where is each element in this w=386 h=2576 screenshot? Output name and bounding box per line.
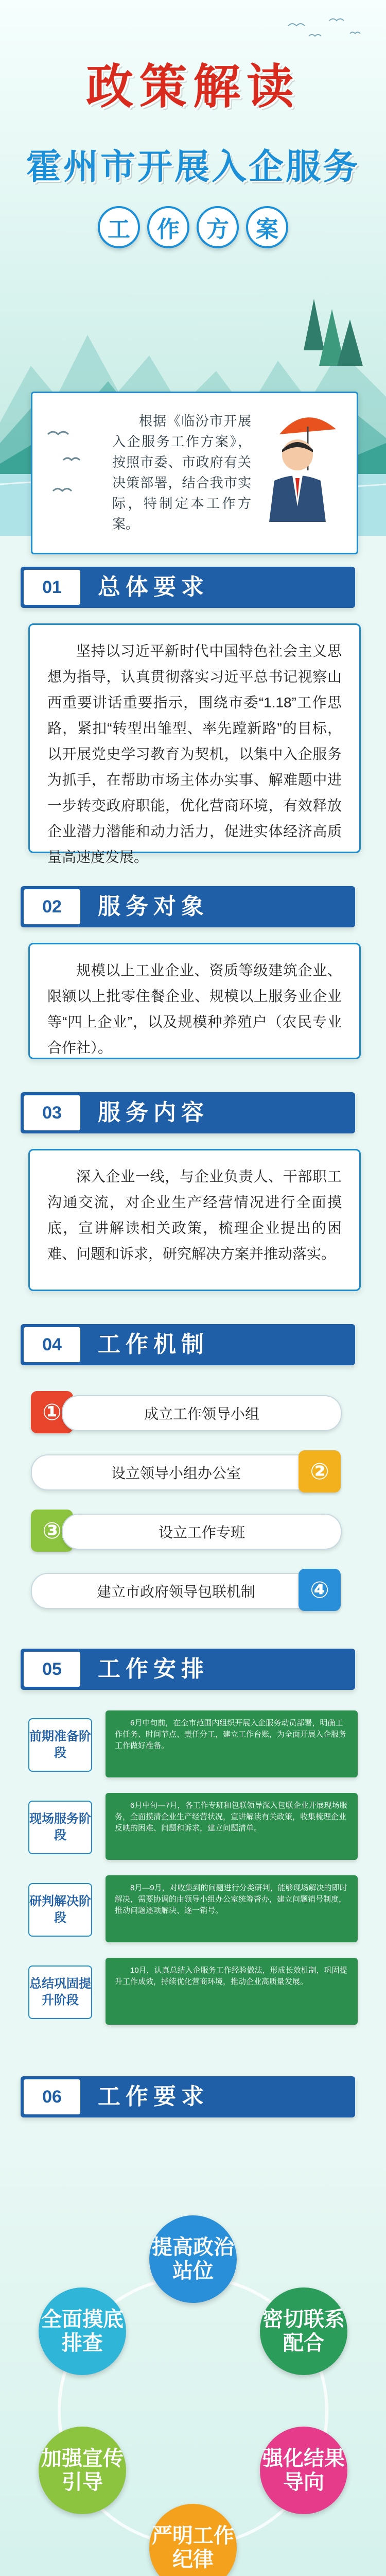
intro-text: 根据《临汾市开展入企服务工作方案》，按照市委、市政府有关决策部署，结合我市实际，特制定本工作方案。 [112, 413, 251, 532]
section-header-content [21, 1092, 355, 1133]
birds-decoration [0, 5, 386, 52]
mechanism-number: ④ [299, 1569, 341, 1611]
stage-label: 研判解决阶段 [28, 1883, 92, 1937]
stage-description-box [106, 1875, 358, 1942]
mechanism-item [31, 1391, 355, 1433]
mechanism-number: ② [299, 1450, 341, 1493]
general-requirements-card [28, 623, 361, 865]
service-objects-card [28, 943, 361, 1059]
mechanism-item [31, 1569, 355, 1611]
hero-tag: 方 [197, 206, 239, 248]
section-title: 服务内容 [98, 1100, 209, 1125]
mechanism-label: 成立工作领导小组 [62, 1395, 342, 1431]
schedule-stage [28, 1793, 358, 1860]
mechanism-number: ① [31, 1391, 73, 1433]
section-title: 总体要求 [98, 574, 209, 600]
hero-tags [98, 206, 288, 263]
section-header-schedule [21, 1649, 355, 1690]
mechanism-label: 设立工作专班 [62, 1514, 342, 1550]
mechanism-label: 建立市政府领导包联机制 [31, 1573, 321, 1609]
stage-label: 总结巩固提升阶段 [28, 1965, 92, 2019]
service-content-text: 深入企业一线，与企业负责人、干部职工沟通交流，对企业生产经营情况进行全面摸底，宣讲解读相关政策，梳理企业提出的困难、问题和诉求，研究解决方案并推动落实。 [47, 1168, 342, 1262]
hero-tag: 工 [98, 206, 140, 248]
section-header-general [21, 567, 355, 608]
section-number: 04 [24, 1327, 80, 1362]
requirement-item: 密切联系配合 [260, 2287, 347, 2375]
hero-title: 政策解读 [85, 59, 300, 114]
mechanism-number: ③ [31, 1510, 73, 1552]
requirement-item: 提高政治站位 [149, 2215, 237, 2303]
section-header-requirements [21, 2076, 355, 2117]
stage-label: 现场服务阶段 [28, 1801, 92, 1854]
section-title: 工作安排 [98, 1656, 209, 1682]
requirement-item: 严明工作纪律 [149, 2504, 237, 2576]
intro-card [31, 392, 358, 554]
birds-decoration [43, 414, 104, 517]
stage-description: 8月—9月，对收集到的问题进行分类研判，能够现场解决的即时解决，需要协调的由领导小组办公室统筹督办，建立问题销号制度，推动问题逐项解决、逐一销号。 [115, 1884, 347, 1915]
stage-description: 10月，认真总结入企服务工作经验做法，形成长效机制，巩固提升工作成效，持续优化营商环境，推动企业高质量发展。 [115, 1966, 347, 1986]
stage-description: 6月中旬前，在全市范围内组织开展入企服务动员部署，明确工作任务、时间节点、责任分工，建立工作台账，为全面开展入企服务工作做好准备。 [115, 1719, 347, 1750]
hero-subtitle: 霍州市开展入企服务 [26, 147, 360, 187]
mechanism-label: 设立领导小组办公室 [31, 1454, 321, 1490]
section-title: 工作要求 [98, 2084, 209, 2109]
section-number: 05 [24, 1652, 80, 1687]
requirements-area [0, 2133, 386, 2576]
service-objects-text: 规模以上工业企业、资质等级建筑企业、限额以上批零住餐企业、规模以上服务业企业等“四上企业”，以及规模种养殖户（农民专业合作社）。 [47, 962, 342, 1056]
stage-description-box [106, 1958, 358, 2025]
stage-description-box [106, 1793, 358, 1860]
general-requirements-text: 坚持以习近平新时代中国特色社会主义思想为指导，认真贯彻落实习近平总书记视察山西重要讲话重要指示，围绕市委“1.18”工作思路，紧扣“转型出雏型、率先蹚新路”的目标，以开展党史学习教育为契机，以集中入企服务为抓手，在帮助市场主体办实事、解难题中进一步转变政府职能，优化营商环境，有效释放企业潜力潜能和动力活力，促进实体经济高质量高速度发展。 [47, 643, 342, 865]
official-with-umbrella-icon [243, 403, 352, 522]
section-title: 服务对象 [98, 894, 209, 919]
section-number: 06 [24, 2079, 80, 2114]
mechanism-item [31, 1450, 355, 1493]
hero-tag: 作 [147, 206, 189, 248]
schedule-stage [28, 1958, 358, 2025]
section-number: 03 [24, 1095, 80, 1130]
section-header-objects [21, 886, 355, 927]
hero-tag: 案 [246, 206, 288, 248]
section-title: 工作机制 [98, 1332, 209, 1357]
stage-description: 6月中旬—7月，各工作专班和包联领导深入包联企业开展现场服务，全面摸清企业生产经营状况，宣讲解读有关政策，收集梳理企业反映的困难、问题和诉求，建立问题清单。 [115, 1801, 347, 1833]
stage-description-box [106, 1710, 358, 1777]
mechanism-item [31, 1510, 355, 1552]
stage-label: 前期准备阶段 [28, 1718, 92, 1772]
section-number: 02 [24, 889, 80, 924]
schedule-stage [28, 1875, 358, 1942]
requirement-item: 全面摸底排查 [39, 2287, 126, 2375]
section-number: 01 [24, 570, 80, 605]
requirement-item: 强化结果导向 [260, 2427, 347, 2514]
requirement-item: 加强宣传引导 [39, 2427, 126, 2514]
schedule-stage [28, 1710, 358, 1777]
service-content-card [28, 1149, 361, 1291]
section-header-mechanism [21, 1324, 355, 1365]
